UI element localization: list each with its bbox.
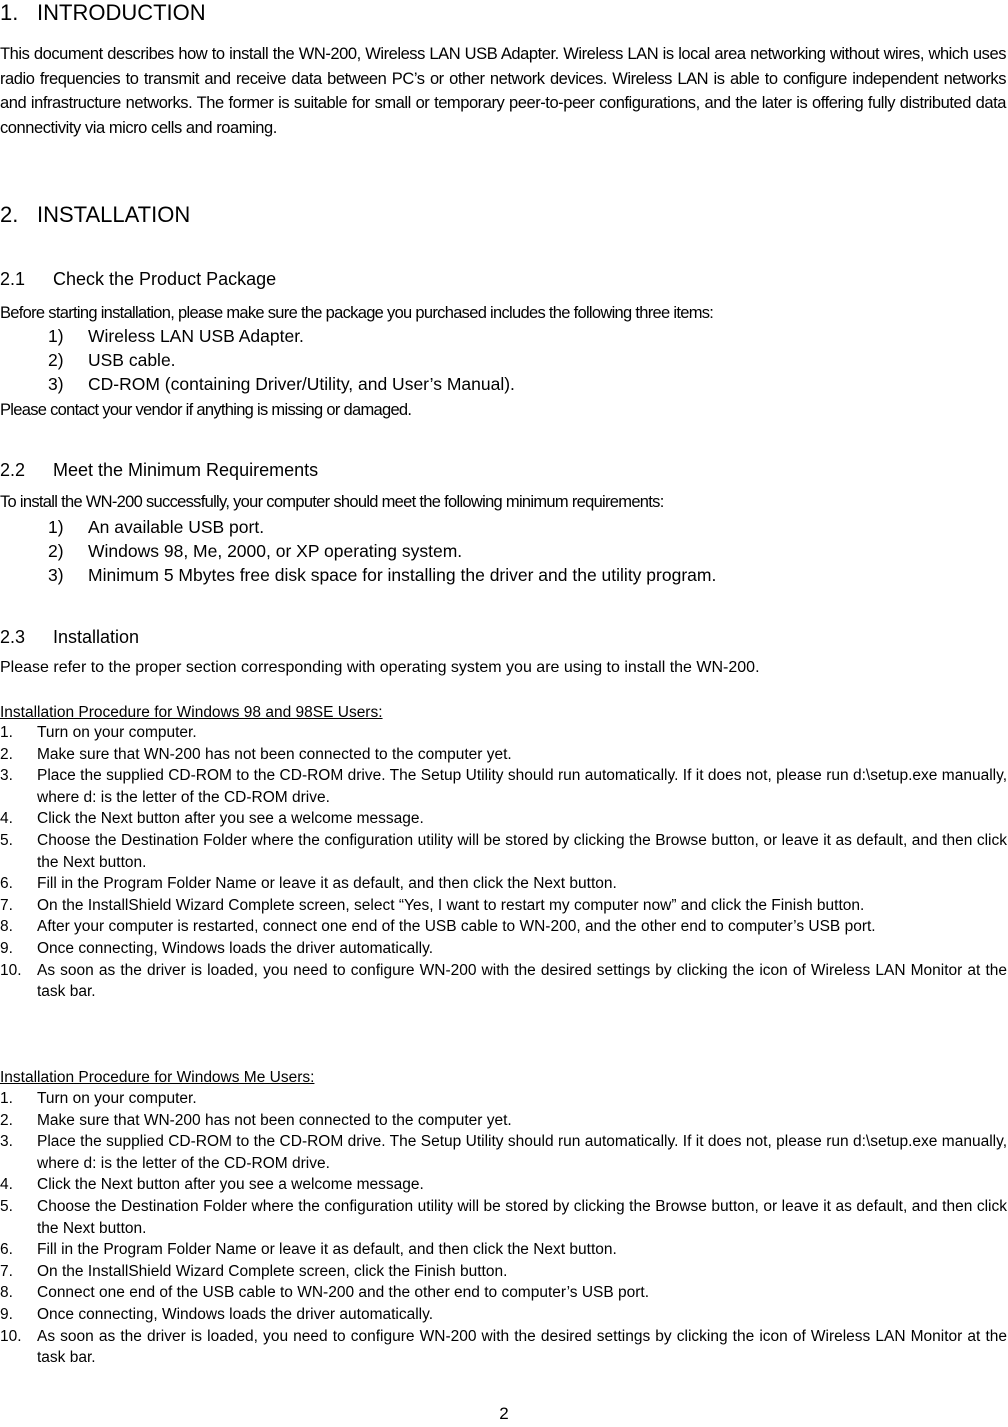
step-item: 1. Turn on your computer. xyxy=(0,724,197,741)
step-item: 10. As soon as the driver is loaded, you need to configure WN-200 with the desired settings by clicking the icon of Wireless LAN Monitor at the task bar. xyxy=(0,1327,1007,1367)
step-item: 3. Place the supplied CD-ROM to the CD-ROM drive. The Setup Utility should run automatically. If it does not, please run d:\setup.exe manually, where d: is the letter of the CD-ROM drive. xyxy=(0,767,1007,806)
page-number: 2 xyxy=(499,1404,509,1423)
list-item: 3) CD-ROM (containing Driver/Utility, and User’s Manual). xyxy=(48,374,515,394)
winme-procedure-heading: Installation Procedure for Windows Me Users: xyxy=(0,1069,315,1086)
installation-lead-text: Please refer to the proper section corresponding with operating system you are using to install the WN-200. xyxy=(0,659,760,676)
step-item: 1. Turn on your computer. xyxy=(0,1090,197,1107)
step-item: 4. Click the Next button after you see a welcome message. xyxy=(0,1176,424,1194)
package-note-text: Please contact your vendor if anything is missing or damaged. xyxy=(0,401,412,419)
step-item: 6. Fill in the Program Folder Name or leave it as default, and then click the Next button. xyxy=(0,1241,617,1259)
subsection-title: Installation xyxy=(53,627,140,647)
win98-steps-list xyxy=(0,722,1007,1003)
step-item: 8. Connect one end of the USB cable to WN-200 and the other end to computer’s USB port. xyxy=(0,1284,650,1302)
section-heading-installation xyxy=(0,202,190,228)
introduction-paragraph: This document describes how to install the WN-200, Wireless LAN USB Adapter. Wireless LAN is local area networking without wires, which uses radio frequencies to transmit and receive data between PC’s or other network devices. Wireless LAN is able to configure independent networks and infrastructure networks. The former is suitable for small or temporary peer-to-peer configurations, and the later is offering fully distributed data connectivity via micro cells and roaming. xyxy=(0,45,1006,137)
requirements-list xyxy=(48,515,716,587)
package-lead-text: Before starting installation, please make sure the package you purchased includes the following three items: xyxy=(0,304,714,322)
win98-procedure-heading: Installation Procedure for Windows 98 and 98SE Users: xyxy=(0,704,383,721)
step-item: 6. Fill in the Program Folder Name or leave it as default, and then click the Next button. xyxy=(0,875,617,893)
step-item: 8. After your computer is restarted, connect one end of the USB cable to WN-200, and the other end to computer’s USB port. xyxy=(0,918,876,936)
step-item: 5. Choose the Destination Folder where the configuration utility will be stored by clicking the Browse button, or leave it as default, and then click the Next button. xyxy=(0,1197,1007,1237)
package-items-list xyxy=(48,324,515,396)
step-item: 7. On the InstallShield Wizard Complete screen, select “Yes, I want to restart my computer now” and click the Finish button. xyxy=(0,896,865,914)
subsection-title: Meet the Minimum Requirements xyxy=(53,460,319,480)
list-item: 2) USB cable. xyxy=(48,350,176,370)
section-title: INSTALLATION xyxy=(37,202,191,227)
step-item: 4. Click the Next button after you see a welcome message. xyxy=(0,810,424,828)
section-heading-introduction xyxy=(0,0,206,26)
subsection-heading-product-package xyxy=(0,268,276,290)
subsection-title: Check the Product Package xyxy=(53,269,277,289)
subsection-number: 2.1 xyxy=(0,269,26,289)
step-item: 9. Once connecting, Windows loads the driver automatically. xyxy=(0,1305,434,1323)
step-item: 3. Place the supplied CD-ROM to the CD-ROM drive. The Setup Utility should run automatically. If it does not, please run d:\setup.exe manually, where d: is the letter of the CD-ROM drive. xyxy=(0,1133,1007,1172)
list-item: 3) Minimum 5 Mbytes free disk space for installing the driver and the utility program. xyxy=(48,565,717,585)
step-item: 5. Choose the Destination Folder where the configuration utility will be stored by clicking the Browse button, or leave it as default, and then click the Next button. xyxy=(0,831,1007,871)
subsection-heading-installation xyxy=(0,626,139,648)
step-item: 2. Make sure that WN-200 has not been connected to the computer yet. xyxy=(0,745,512,763)
list-item: 1) Wireless LAN USB Adapter. xyxy=(48,326,304,346)
step-item: 10. As soon as the driver is loaded, you need to configure WN-200 with the desired settings by clicking the icon of Wireless LAN Monitor at the task bar. xyxy=(0,961,1007,1001)
requirements-lead-text: To install the WN-200 successfully, your computer should meet the following minimum requirements: xyxy=(0,493,664,511)
winme-steps-list xyxy=(0,1088,1007,1369)
step-item: 7. On the InstallShield Wizard Complete screen, click the Finish button. xyxy=(0,1262,508,1280)
subsection-heading-requirements xyxy=(0,459,318,481)
step-item: 2. Make sure that WN-200 has not been connected to the computer yet. xyxy=(0,1111,512,1129)
section-title: INTRODUCTION xyxy=(37,0,206,25)
step-item: 9. Once connecting, Windows loads the driver automatically. xyxy=(0,939,434,957)
subsection-number: 2.3 xyxy=(0,627,26,647)
subsection-number: 2.2 xyxy=(0,460,26,480)
section-number: 2. xyxy=(0,202,19,227)
list-item: 1) An available USB port. xyxy=(48,517,265,537)
section-number: 1. xyxy=(0,0,19,25)
list-item: 2) Windows 98, Me, 2000, or XP operating system. xyxy=(48,541,463,561)
